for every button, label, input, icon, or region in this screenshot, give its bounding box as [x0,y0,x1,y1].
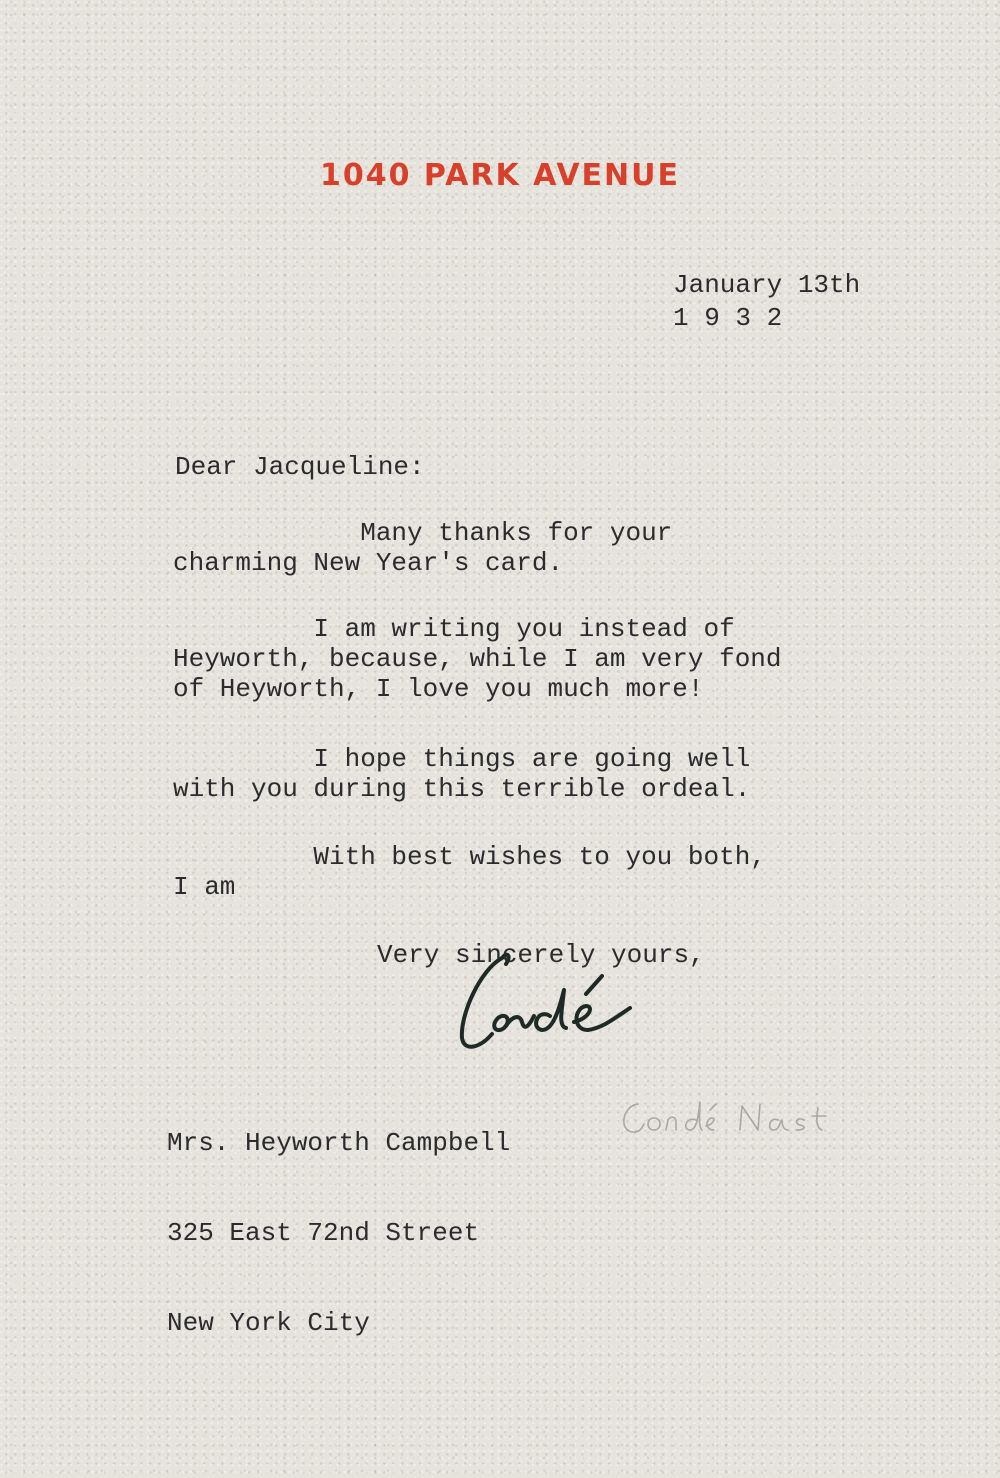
closing: Very sincerely yours, [377,940,705,970]
recipient-city: New York City [167,1308,370,1338]
salutation: Dear Jacqueline: [175,452,425,482]
letterhead: 1040 PARK AVENUE [319,158,681,193]
recipient-street: 325 East 72nd Street [167,1218,480,1248]
paragraph-2: I am writing you instead of Heyworth, because, while I am very fond of Heyworth, I love you much more! [173,614,782,704]
paragraph-1: Many thanks for your charming New Year's card. [173,518,673,578]
pencil-notation [612,1092,847,1142]
date-month-day: January 13th [673,270,861,300]
signature [440,930,650,1065]
paragraph-3: I hope things are going well with you during this terrible ordeal. [173,744,751,804]
date-year: 1 9 3 2 [673,303,783,333]
paragraph-4: With best wishes to you both, I am [173,842,766,902]
recipient-name: Mrs. Heyworth Campbell [167,1128,511,1158]
recipient-address [167,1068,510,1398]
